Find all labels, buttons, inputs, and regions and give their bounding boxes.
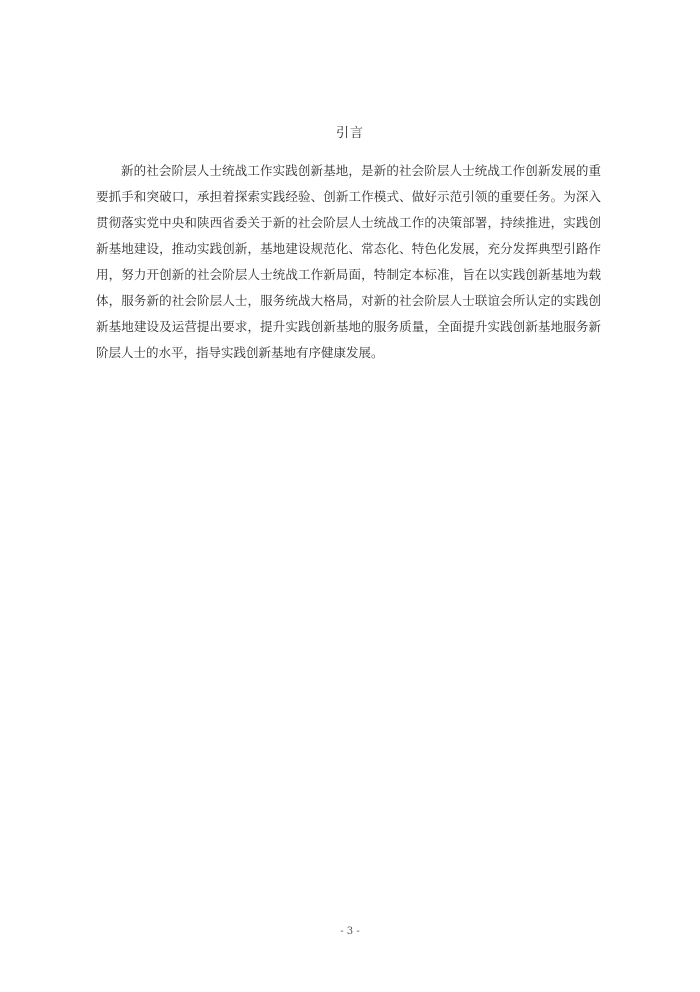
page-number: - 3 - [340,926,360,937]
body-paragraph: 新的社会阶层人士统战工作实践创新基地，是新的社会阶层人士统战工作创新发展的重要抓手和突破口，承担着探索实践经验、创新工作模式、做好示范引领的重要任务。为深入贯彻落实党中央和陕西省委关于新的社会阶层人士统战工作的决策部署，持续推进，实践创新基地建设，推动实践创新，基地建设规范化、常态化、特色化发展，充分发挥典型引路作用，努力开创新的社会阶层人士统战工作新局面，特制定本标准，旨在以实践创新基地为载体，服务新的社会阶层人士，服务统战大格局，对新的社会阶层人士联谊会所认定的实践创新基地建设及运营提出要求，提升实践创新基地的服务质量，全面提升实践创新基地服务新阶层人士的水平，指导实践创新基地有序健康发展。 [96,163,601,360]
page-title: 引言 [335,126,364,141]
